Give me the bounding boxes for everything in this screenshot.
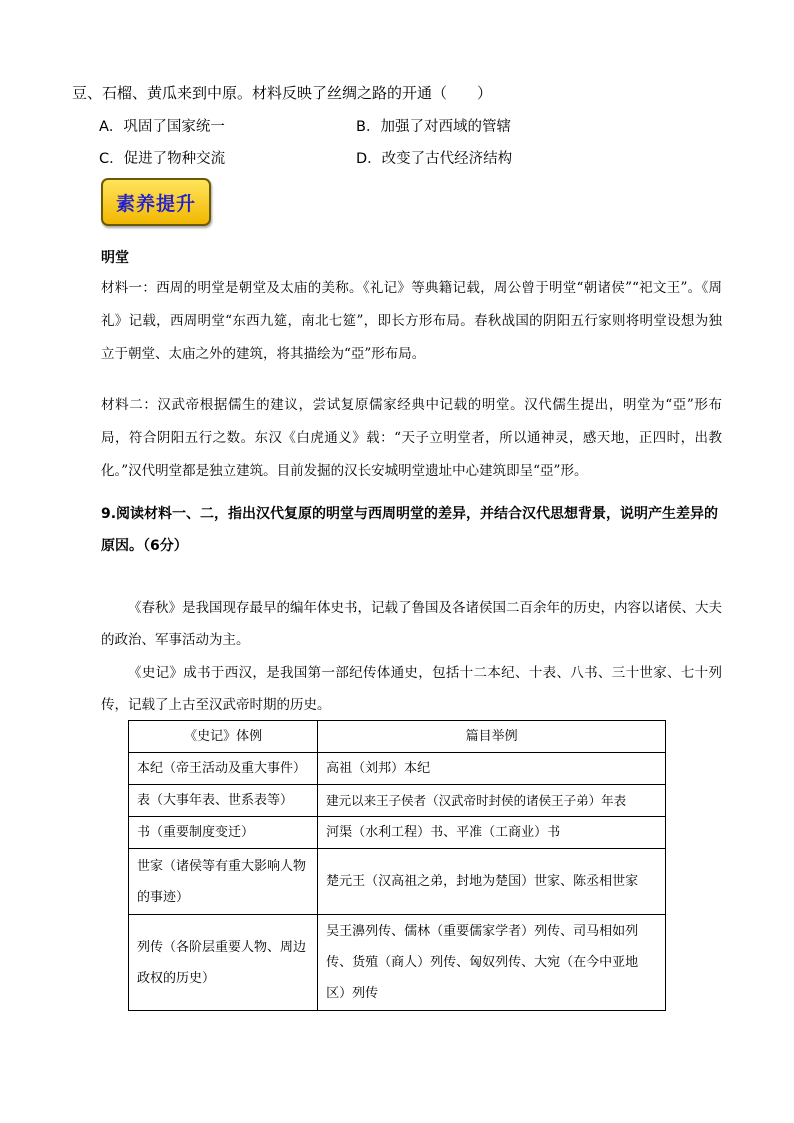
shiji-style-table [128, 720, 666, 1011]
table-header-row [129, 721, 666, 753]
table-row [129, 753, 666, 785]
table-cell-example: 楚元王（汉高祖之弟，封地为楚国）世家、陈丞相世家 [318, 849, 666, 915]
option-c[interactable]: C．促进了物种交流 [99, 151, 226, 167]
table-row [129, 915, 666, 1011]
table-cell-style: 表（大事年表、世系表等） [129, 785, 318, 817]
passage-chunqiu: 《春秋》是我国现存最早的编年体史书，记载了鲁国及各诸侯国二百余年的历史，内容以诸侯、大夫的政治、军事活动为主。 [101, 600, 722, 648]
passage-shiji: 《史记》成书于西汉，是我国第一部纪传体通史，包括十二本纪、十表、八书、三十世家、七十列传，记载了上古至汉武帝时期的历史。 [101, 665, 722, 713]
table-cell-style: 书（重要制度变迁） [129, 817, 318, 849]
section-title: 明堂 [101, 250, 129, 266]
table-cell-example: 高祖（刘邦）本纪 [318, 753, 666, 785]
material-two: 材料二：汉武帝根据儒生的建议，尝试复原儒家经典中记载的明堂。汉代儒生提出，明堂为“亞”形布局，符合阴阳五行之数。东汉《白虎通义》载：“天子立明堂者，所以通神灵，感天地，正四时，出教化。”汉代明堂都是独立建筑。目前发掘的汉长安城明堂遗址中心建筑即呈“亞”形。 [101, 397, 722, 479]
material-one: 材料一：西周的明堂是朝堂及太庙的美称。《礼记》等典籍记载，周公曾于明堂“朝诸侯”“祀文王”。《周礼》记载，西周明堂“东西九筵，南北七筵”，即长方形布局。春秋战国的阴阳五行家则将明堂设想为独立于朝堂、太庙之外的建筑，将其描绘为“亞”形布局。 [101, 280, 722, 362]
table-header-style: 《史记》体例 [129, 721, 318, 753]
table-row [129, 817, 666, 849]
option-a[interactable]: A．巩固了国家统一 [99, 119, 225, 135]
table-row [129, 785, 666, 817]
table-row [129, 849, 666, 915]
badge-label: 素养提升 [115, 192, 196, 215]
table-cell-example: 建元以来王子侯者（汉武帝时封侯的诸侯王子弟）年表 [318, 785, 666, 817]
option-b[interactable]: B．加强了对西域的管辖 [356, 119, 511, 135]
table-cell-style: 本纪（帝王活动及重大事件） [129, 753, 318, 785]
table-cell-style: 世家（诸侯等有重大影响人物的事迹） [129, 849, 318, 915]
table-header-example: 篇目举例 [318, 721, 666, 753]
table-cell-style: 列传（各阶层重要人物、周边政权的历史） [129, 915, 318, 1011]
literacy-badge [101, 178, 211, 226]
table-cell-example: 吴王濞列传、儒林（重要儒家学者）列传、司马相如列传、货殖（商人）列传、匈奴列传、大宛（在今中亚地区）列传 [318, 915, 666, 1011]
option-d[interactable]: D．改变了古代经济结构 [356, 151, 513, 167]
question-stem: 豆、石榴、黄瓜来到中原。材料反映了丝绸之路的开通（ ） [72, 84, 493, 102]
question-9: 9.阅读材料一、二，指出汉代复原的明堂与西周明堂的差异，并结合汉代思想背景，说明产生差异的原因。（6分） [101, 506, 719, 554]
table-cell-example: 河渠（水利工程）书、平准（工商业）书 [318, 817, 666, 849]
